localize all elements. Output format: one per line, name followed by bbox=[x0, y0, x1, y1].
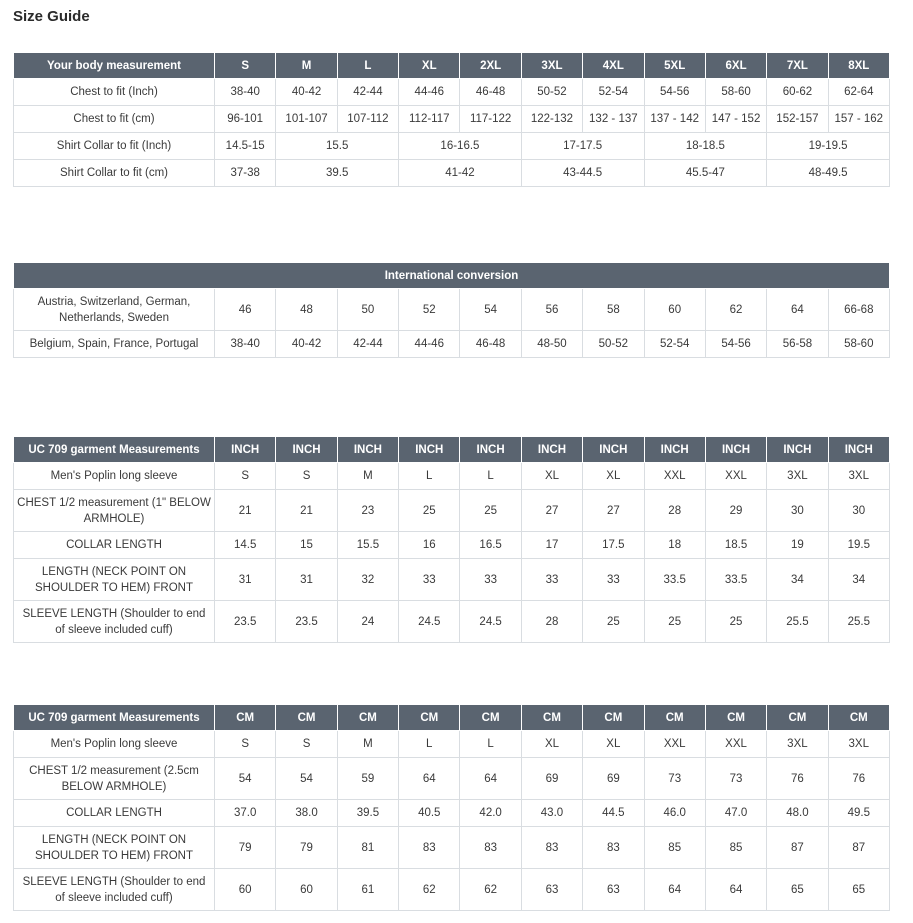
table-cell: L bbox=[460, 731, 521, 758]
table-row bbox=[14, 731, 890, 758]
header-cell: INCH bbox=[705, 437, 766, 463]
table-cell: 3XL bbox=[828, 731, 889, 758]
table-cell: 48-49.5 bbox=[767, 160, 890, 187]
table-cell: 63 bbox=[583, 869, 644, 911]
table-cell: 64 bbox=[767, 289, 828, 331]
table-row bbox=[14, 133, 890, 160]
table-cell: 46-48 bbox=[460, 79, 521, 106]
table-cell: 83 bbox=[583, 827, 644, 869]
table-cell: 3XL bbox=[828, 463, 889, 490]
table-cell: L bbox=[399, 731, 460, 758]
table-cell: 16.5 bbox=[460, 532, 521, 559]
table-cell: 45.5-47 bbox=[644, 160, 767, 187]
header-cell: CM bbox=[460, 705, 521, 731]
table-cell: 15 bbox=[276, 532, 337, 559]
table-cell: 79 bbox=[276, 827, 337, 869]
header-cell: Your body measurement bbox=[14, 53, 215, 79]
table-cell: 66-68 bbox=[828, 289, 889, 331]
table-cell: 65 bbox=[828, 869, 889, 911]
table-cell: 59 bbox=[337, 758, 398, 800]
header-cell: CM bbox=[583, 705, 644, 731]
table-cell: 32 bbox=[337, 559, 398, 601]
table-cell: 38-40 bbox=[215, 331, 276, 358]
header-cell: 6XL bbox=[705, 53, 766, 79]
table-cell: 27 bbox=[521, 490, 582, 532]
table-cell: 79 bbox=[215, 827, 276, 869]
table-cell: 85 bbox=[705, 827, 766, 869]
table-cell: 107-112 bbox=[337, 106, 398, 133]
row-label: LENGTH (NECK POINT ON SHOULDER TO HEM) FRONT bbox=[14, 827, 215, 869]
header-cell: UC 709 garment Measurements bbox=[14, 705, 215, 731]
table-cell: 48 bbox=[276, 289, 337, 331]
table-cell: S bbox=[215, 463, 276, 490]
header-cell: M bbox=[276, 53, 337, 79]
table-cell: 49.5 bbox=[828, 800, 889, 827]
table-cell: 76 bbox=[767, 758, 828, 800]
table-cell: 50-52 bbox=[521, 79, 582, 106]
header-cell: 5XL bbox=[644, 53, 705, 79]
table-cell: 15.5 bbox=[337, 532, 398, 559]
header-cell: CM bbox=[705, 705, 766, 731]
header-cell: CM bbox=[399, 705, 460, 731]
table-cell: 62 bbox=[705, 289, 766, 331]
table-cell: 48-50 bbox=[521, 331, 582, 358]
table-cell: 44-46 bbox=[399, 331, 460, 358]
header-cell: INCH bbox=[583, 437, 644, 463]
table-cell: 44.5 bbox=[583, 800, 644, 827]
table-cell: XL bbox=[521, 731, 582, 758]
row-label: CHEST 1/2 measurement (1" BELOW ARMHOLE) bbox=[14, 490, 215, 532]
table-cell: 60-62 bbox=[767, 79, 828, 106]
table-cell: 37.0 bbox=[215, 800, 276, 827]
table-cell: 3XL bbox=[767, 463, 828, 490]
table-cell: 23.5 bbox=[215, 601, 276, 643]
table-cell: 25 bbox=[644, 601, 705, 643]
table-cell: 132 - 137 bbox=[583, 106, 644, 133]
table-cell: 30 bbox=[828, 490, 889, 532]
table-cell: 62 bbox=[399, 869, 460, 911]
row-label: COLLAR LENGTH bbox=[14, 800, 215, 827]
table-cell: 44-46 bbox=[399, 79, 460, 106]
table-cell: 27 bbox=[583, 490, 644, 532]
table-row bbox=[14, 79, 890, 106]
table-cell: 122-132 bbox=[521, 106, 582, 133]
table-header-row bbox=[14, 705, 890, 731]
table-cell: 152-157 bbox=[767, 106, 828, 133]
header-cell: 2XL bbox=[460, 53, 521, 79]
row-label: SLEEVE LENGTH (Shoulder to end of sleeve included cuff) bbox=[14, 601, 215, 643]
header-cell: 3XL bbox=[521, 53, 582, 79]
table-cell: 33.5 bbox=[705, 559, 766, 601]
table-cell: 56-58 bbox=[767, 331, 828, 358]
table-cell: 46 bbox=[215, 289, 276, 331]
row-label: CHEST 1/2 measurement (2.5cm BELOW ARMHOLE) bbox=[14, 758, 215, 800]
table-cell: 21 bbox=[215, 490, 276, 532]
header-cell: International conversion bbox=[14, 263, 890, 289]
table-cell: 30 bbox=[767, 490, 828, 532]
table-cell: 23.5 bbox=[276, 601, 337, 643]
table-cell: 63 bbox=[521, 869, 582, 911]
table-cell: 25.5 bbox=[828, 601, 889, 643]
table-cell: 14.5 bbox=[215, 532, 276, 559]
table-cell: 83 bbox=[399, 827, 460, 869]
table-cell: 64 bbox=[705, 869, 766, 911]
table-cell: 40-42 bbox=[276, 79, 337, 106]
body-measurement-table bbox=[13, 52, 890, 187]
table-row bbox=[14, 869, 890, 911]
header-cell: XL bbox=[399, 53, 460, 79]
table-cell: 25 bbox=[460, 490, 521, 532]
table-row bbox=[14, 601, 890, 643]
table-cell: 46.0 bbox=[644, 800, 705, 827]
table-cell: 64 bbox=[399, 758, 460, 800]
table-cell: 16-16.5 bbox=[399, 133, 522, 160]
table-cell: 87 bbox=[828, 827, 889, 869]
table-cell: 46-48 bbox=[460, 331, 521, 358]
header-cell: INCH bbox=[644, 437, 705, 463]
table-cell: S bbox=[215, 731, 276, 758]
table-cell: 3XL bbox=[767, 731, 828, 758]
table-cell: 60 bbox=[644, 289, 705, 331]
table-cell: 31 bbox=[215, 559, 276, 601]
table-cell: 117-122 bbox=[460, 106, 521, 133]
table-cell: 65 bbox=[767, 869, 828, 911]
table-cell: L bbox=[399, 463, 460, 490]
header-cell: UC 709 garment Measurements bbox=[14, 437, 215, 463]
table-cell: 19 bbox=[767, 532, 828, 559]
table-cell: 18-18.5 bbox=[644, 133, 767, 160]
header-cell: INCH bbox=[215, 437, 276, 463]
table-cell: 62 bbox=[460, 869, 521, 911]
table-cell: 42.0 bbox=[460, 800, 521, 827]
table-cell: 83 bbox=[521, 827, 582, 869]
row-label: Shirt Collar to fit (Inch) bbox=[14, 133, 215, 160]
row-label: Belgium, Spain, France, Portugal bbox=[14, 331, 215, 358]
table-cell: 61 bbox=[337, 869, 398, 911]
table-cell: 24 bbox=[337, 601, 398, 643]
table-cell: 19.5 bbox=[828, 532, 889, 559]
table-row bbox=[14, 160, 890, 187]
table-cell: 58 bbox=[583, 289, 644, 331]
table-cell: 54 bbox=[276, 758, 337, 800]
garment-measurements-inch-table bbox=[13, 436, 890, 643]
table-cell: XL bbox=[583, 463, 644, 490]
table-cell: 43.0 bbox=[521, 800, 582, 827]
table-cell: 157 - 162 bbox=[828, 106, 889, 133]
table-cell: 33 bbox=[399, 559, 460, 601]
table-header-row bbox=[14, 263, 890, 289]
header-cell: S bbox=[215, 53, 276, 79]
header-cell: INCH bbox=[399, 437, 460, 463]
table-cell: 47.0 bbox=[705, 800, 766, 827]
table-cell: 40.5 bbox=[399, 800, 460, 827]
header-cell: 7XL bbox=[767, 53, 828, 79]
header-cell: INCH bbox=[460, 437, 521, 463]
table-row bbox=[14, 289, 890, 331]
row-label: SLEEVE LENGTH (Shoulder to end of sleeve included cuff) bbox=[14, 869, 215, 911]
row-label: Shirt Collar to fit (cm) bbox=[14, 160, 215, 187]
table-row bbox=[14, 490, 890, 532]
table-cell: 58-60 bbox=[705, 79, 766, 106]
table-cell: 42-44 bbox=[337, 79, 398, 106]
table-cell: 52 bbox=[399, 289, 460, 331]
table-cell: L bbox=[460, 463, 521, 490]
table-cell: S bbox=[276, 463, 337, 490]
table-cell: 56 bbox=[521, 289, 582, 331]
row-label: COLLAR LENGTH bbox=[14, 532, 215, 559]
table-cell: 17 bbox=[521, 532, 582, 559]
table-cell: S bbox=[276, 731, 337, 758]
table-cell: XL bbox=[521, 463, 582, 490]
header-cell: 4XL bbox=[583, 53, 644, 79]
table-cell: 81 bbox=[337, 827, 398, 869]
table-row bbox=[14, 559, 890, 601]
table-cell: M bbox=[337, 731, 398, 758]
header-cell: CM bbox=[767, 705, 828, 731]
table-cell: 54-56 bbox=[644, 79, 705, 106]
table-cell: 54-56 bbox=[705, 331, 766, 358]
header-cell: CM bbox=[644, 705, 705, 731]
table-cell: 38.0 bbox=[276, 800, 337, 827]
table-cell: 147 - 152 bbox=[705, 106, 766, 133]
table-cell: 73 bbox=[644, 758, 705, 800]
table-row bbox=[14, 463, 890, 490]
table-cell: 33 bbox=[583, 559, 644, 601]
table-cell: 18.5 bbox=[705, 532, 766, 559]
table-cell: 23 bbox=[337, 490, 398, 532]
table-cell: 17-17.5 bbox=[521, 133, 644, 160]
table-cell: 76 bbox=[828, 758, 889, 800]
table-cell: 16 bbox=[399, 532, 460, 559]
table-row bbox=[14, 331, 890, 358]
table-cell: 96-101 bbox=[215, 106, 276, 133]
table-cell: 28 bbox=[644, 490, 705, 532]
table-cell: 33 bbox=[521, 559, 582, 601]
header-cell: INCH bbox=[337, 437, 398, 463]
table-cell: 34 bbox=[767, 559, 828, 601]
table-cell: 54 bbox=[460, 289, 521, 331]
table-cell: 39.5 bbox=[337, 800, 398, 827]
table-row bbox=[14, 827, 890, 869]
table-cell: 50-52 bbox=[583, 331, 644, 358]
table-cell: 50 bbox=[337, 289, 398, 331]
header-cell: INCH bbox=[828, 437, 889, 463]
table-cell: 42-44 bbox=[337, 331, 398, 358]
table-row bbox=[14, 532, 890, 559]
table-row bbox=[14, 758, 890, 800]
row-label: Men's Poplin long sleeve bbox=[14, 731, 215, 758]
table-cell: 38-40 bbox=[215, 79, 276, 106]
table-cell: XXL bbox=[705, 463, 766, 490]
table-cell: 33 bbox=[460, 559, 521, 601]
table-cell: 60 bbox=[276, 869, 337, 911]
row-label: Chest to fit (cm) bbox=[14, 106, 215, 133]
table-cell: 24.5 bbox=[399, 601, 460, 643]
table-cell: 85 bbox=[644, 827, 705, 869]
table-cell: 60 bbox=[215, 869, 276, 911]
table-cell: 37-38 bbox=[215, 160, 276, 187]
table-cell: 52-54 bbox=[644, 331, 705, 358]
table-cell: 64 bbox=[460, 758, 521, 800]
table-cell: M bbox=[337, 463, 398, 490]
row-label: Chest to fit (Inch) bbox=[14, 79, 215, 106]
header-cell: CM bbox=[337, 705, 398, 731]
table-cell: 18 bbox=[644, 532, 705, 559]
table-cell: 21 bbox=[276, 490, 337, 532]
header-cell: CM bbox=[215, 705, 276, 731]
table-cell: 28 bbox=[521, 601, 582, 643]
table-cell: XXL bbox=[644, 463, 705, 490]
table-cell: 25 bbox=[583, 601, 644, 643]
table-cell: 54 bbox=[215, 758, 276, 800]
page-title: Size Guide bbox=[13, 8, 90, 25]
table-cell: 25 bbox=[705, 601, 766, 643]
table-cell: 33.5 bbox=[644, 559, 705, 601]
table-cell: 25 bbox=[399, 490, 460, 532]
header-cell: INCH bbox=[276, 437, 337, 463]
table-cell: 19-19.5 bbox=[767, 133, 890, 160]
table-cell: XXL bbox=[644, 731, 705, 758]
table-cell: 24.5 bbox=[460, 601, 521, 643]
table-cell: 40-42 bbox=[276, 331, 337, 358]
table-cell: 64 bbox=[644, 869, 705, 911]
table-cell: 25.5 bbox=[767, 601, 828, 643]
table-cell: 15.5 bbox=[276, 133, 399, 160]
table-cell: 87 bbox=[767, 827, 828, 869]
table-cell: XL bbox=[583, 731, 644, 758]
table-cell: 43-44.5 bbox=[521, 160, 644, 187]
table-row bbox=[14, 800, 890, 827]
table-cell: XXL bbox=[705, 731, 766, 758]
table-cell: 112-117 bbox=[399, 106, 460, 133]
table-cell: 62-64 bbox=[828, 79, 889, 106]
international-conversion-table bbox=[13, 262, 890, 358]
table-cell: 29 bbox=[705, 490, 766, 532]
table-cell: 14.5-15 bbox=[215, 133, 276, 160]
table-cell: 73 bbox=[705, 758, 766, 800]
table-cell: 52-54 bbox=[583, 79, 644, 106]
row-label: LENGTH (NECK POINT ON SHOULDER TO HEM) FRONT bbox=[14, 559, 215, 601]
row-label: Men's Poplin long sleeve bbox=[14, 463, 215, 490]
table-cell: 41-42 bbox=[399, 160, 522, 187]
garment-measurements-cm-table bbox=[13, 704, 890, 911]
header-cell: L bbox=[337, 53, 398, 79]
table-cell: 83 bbox=[460, 827, 521, 869]
row-label: Austria, Switzerland, German, Netherlands, Sweden bbox=[14, 289, 215, 331]
table-cell: 48.0 bbox=[767, 800, 828, 827]
table-cell: 69 bbox=[521, 758, 582, 800]
table-header-row bbox=[14, 53, 890, 79]
header-cell: CM bbox=[276, 705, 337, 731]
header-cell: 8XL bbox=[828, 53, 889, 79]
table-cell: 39.5 bbox=[276, 160, 399, 187]
table-row bbox=[14, 106, 890, 133]
table-header-row bbox=[14, 437, 890, 463]
header-cell: CM bbox=[521, 705, 582, 731]
header-cell: INCH bbox=[521, 437, 582, 463]
table-cell: 101-107 bbox=[276, 106, 337, 133]
table-cell: 17.5 bbox=[583, 532, 644, 559]
table-cell: 31 bbox=[276, 559, 337, 601]
header-cell: CM bbox=[828, 705, 889, 731]
table-cell: 58-60 bbox=[828, 331, 889, 358]
table-cell: 137 - 142 bbox=[644, 106, 705, 133]
header-cell: INCH bbox=[767, 437, 828, 463]
table-cell: 34 bbox=[828, 559, 889, 601]
table-cell: 69 bbox=[583, 758, 644, 800]
